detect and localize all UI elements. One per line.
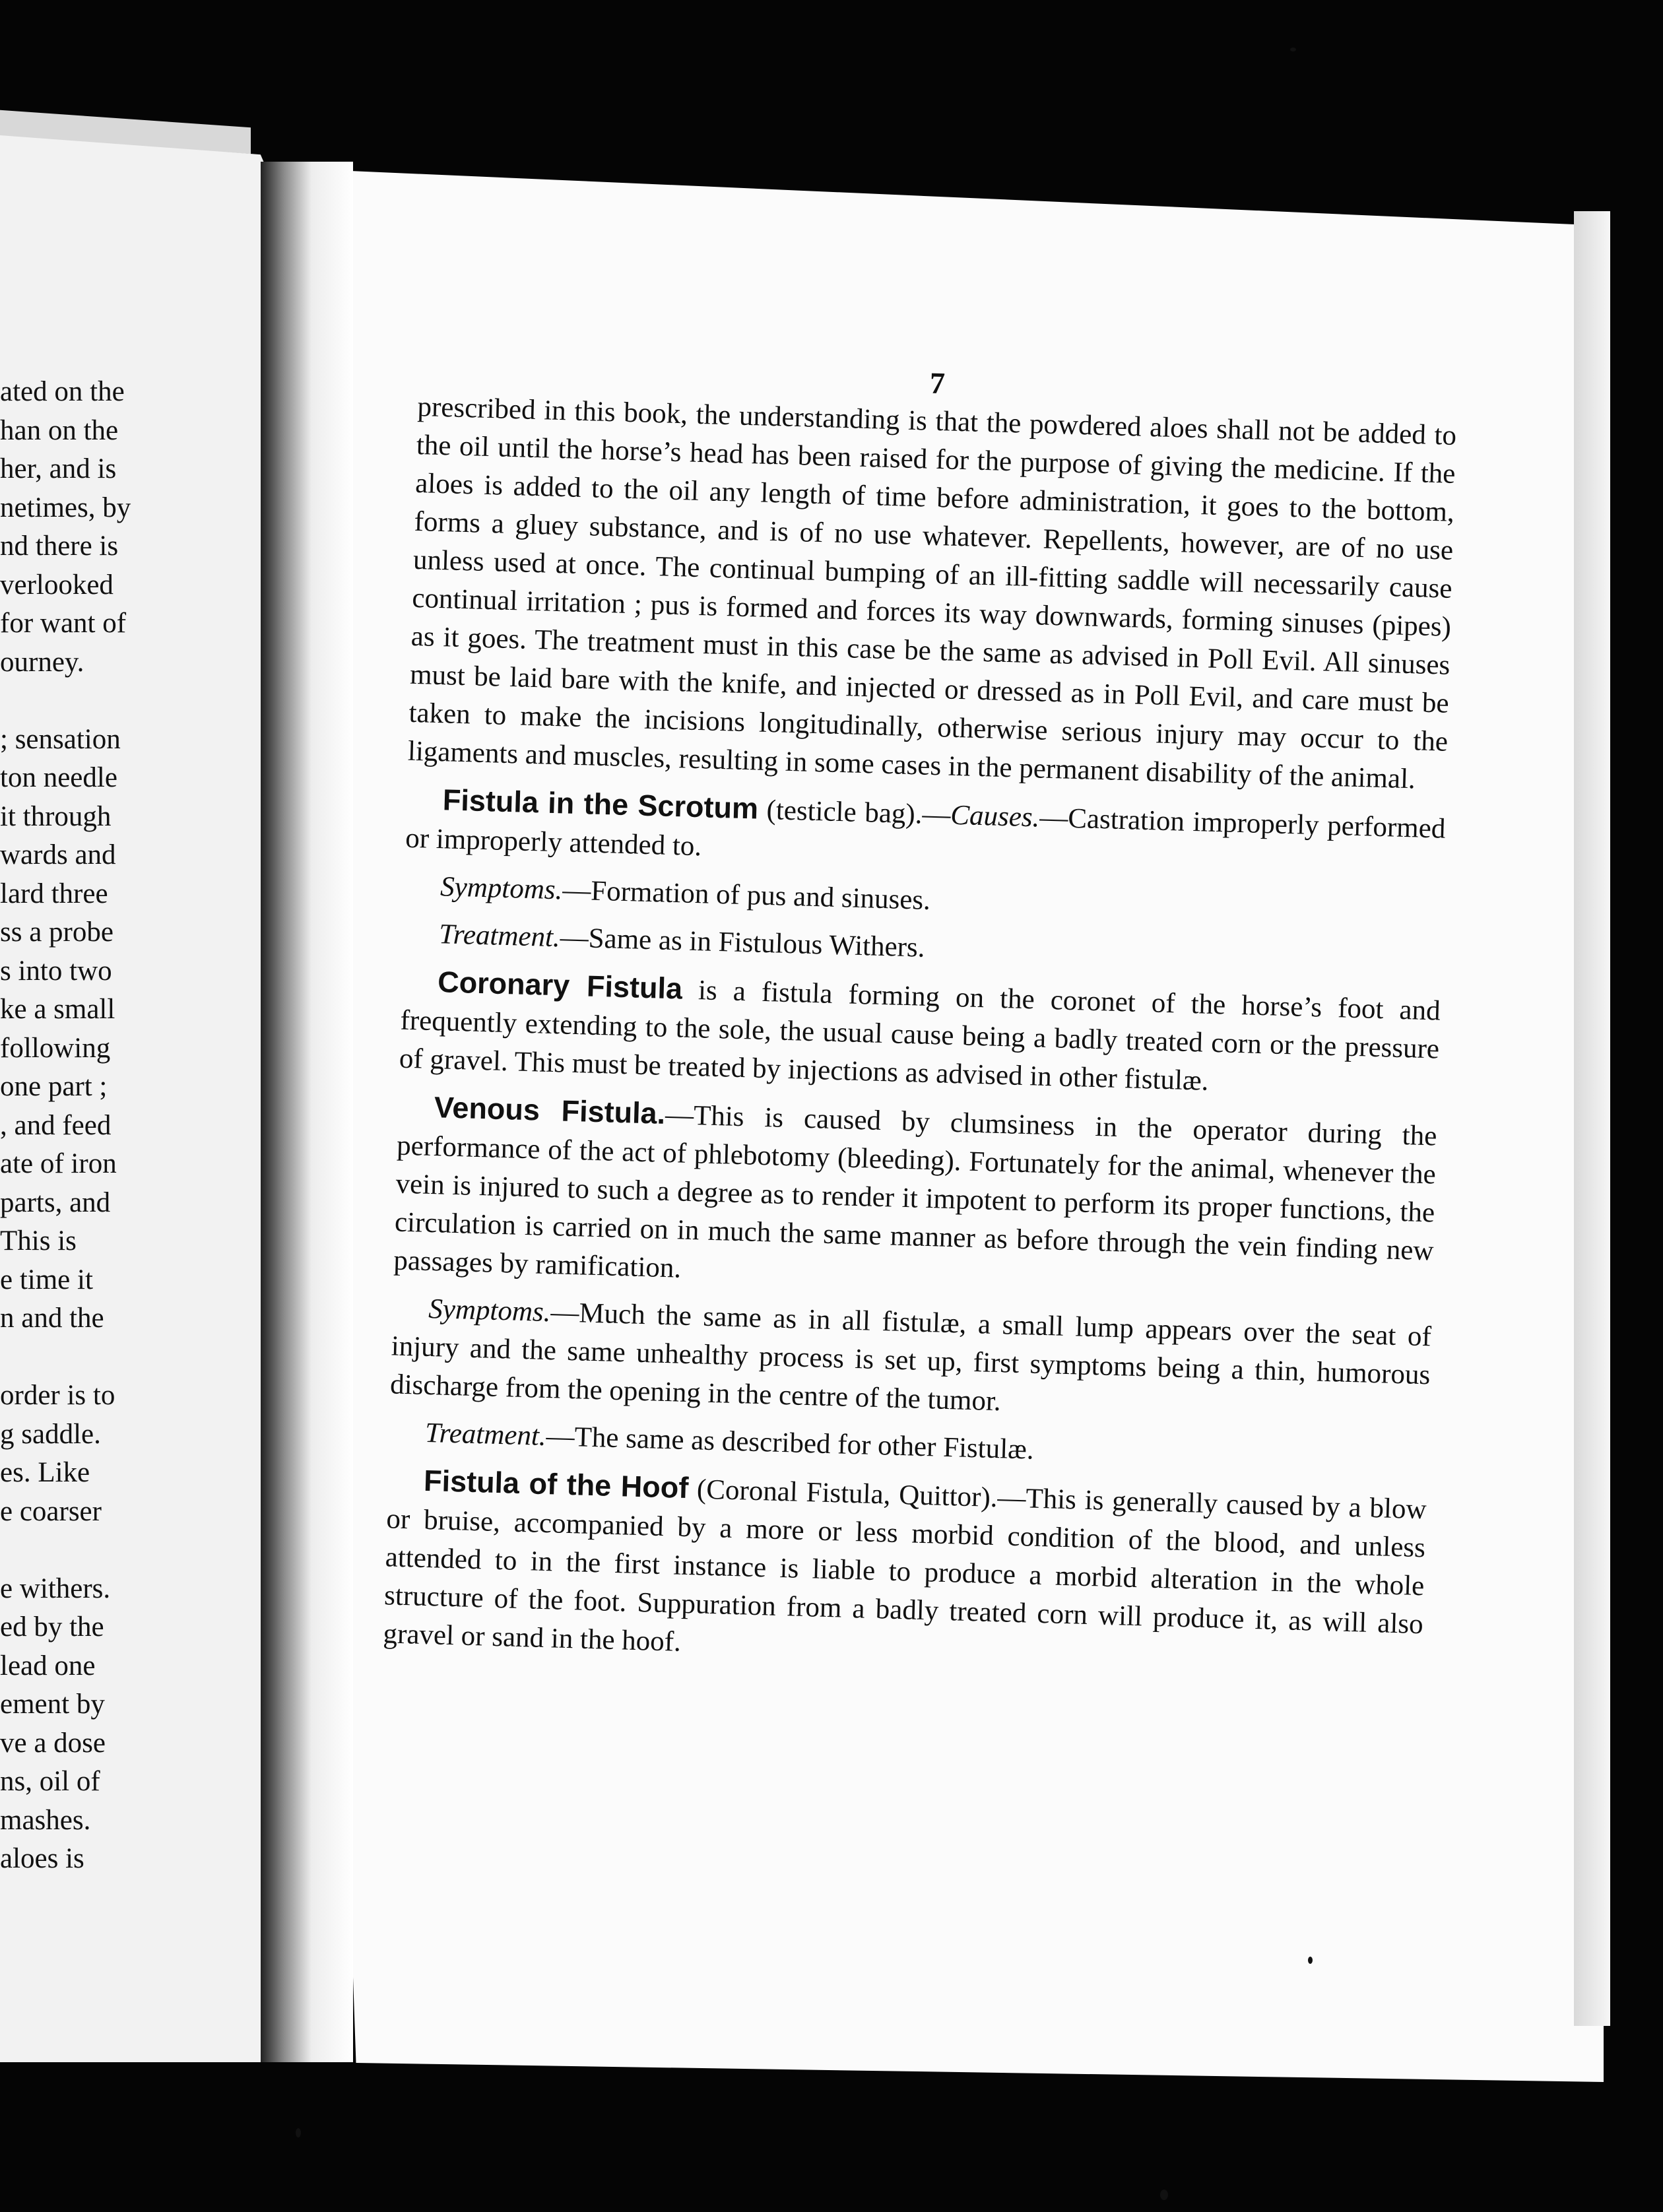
- left-page-line: han on the: [0, 414, 119, 446]
- left-page-line: e withers.: [0, 1573, 111, 1604]
- left-page-line: mashes.: [0, 1804, 91, 1836]
- left-page-line: n and the: [0, 1303, 104, 1334]
- left-page-line: ; sensation: [0, 723, 121, 755]
- paragraph-venous: Venous Fistula.—This is caused by clumsiness in the operator during the performance of the act of phlebotomy (bleeding). Fortunately for the animal, whenever the vein is injured to such a degree as to render it impotent to perform its proper functions, the circulation is carried on in much the same manner as before through the vein finding new passages by ramification.: [393, 1090, 1437, 1284]
- left-page-line: wards and: [0, 839, 116, 870]
- venous-treatment: Treatment.—The same as described for other Fistulæ.: [424, 1417, 1035, 1466]
- left-page-line: aloes is: [0, 1843, 84, 1874]
- left-page-line: order is to: [0, 1380, 115, 1411]
- left-page-line: for want of: [0, 608, 127, 639]
- heading-coronary: Coronary Fistula: [437, 965, 683, 1006]
- left-page-line: ve a dose: [0, 1727, 106, 1759]
- left-page-line: [0, 1531, 139, 1570]
- paragraph-hoof: Fistula of the Hoof (Coronal Fistula, Quittor).—This is generally caused by a blow or bruise, accompanied by a more or less morbid condition of the blood, and unless attended to in the first instance is liable to produce a morbid alteration in the whole structure of the foot. Suppuration from a badly treated corn will produce it, as will also gravel or sand in the hoof.: [382, 1463, 1427, 1658]
- page-text: [383, 350, 1458, 1682]
- paragraph-scrotum: Fistula in the Scrotum (testicle bag).—Causes.—Castration improperly performed or improperly attended to.: [405, 783, 1446, 862]
- left-page-line: following: [0, 1032, 111, 1064]
- left-page-line: es. Like: [0, 1457, 90, 1488]
- dust-speck: [1290, 48, 1296, 51]
- left-page-line: lard three: [0, 878, 108, 909]
- paragraph-withers-continued: prescribed in this book, the understanding is that the powdered aloes shall not be added to the oil until the horse’s head has been raised for the purpose of giving the medicine. If the aloes is added to the oil any length of time before administration, it goes to the bottom, forms a gluey substance, and is of no use whatever. Repellents, however, are of no use unless used at once. The continual bumping of an ill-fitting saddle will necessarily cause continual irritation ; pus is formed and forces its way downwards, forming sinuses (pipes) as it goes. The treatment must in this case be the same as advised in Poll Evil. All sinuses must be laid bare with the knife, and injected or dressed as in Poll Evil, and care must be taken to make the incisions longitudinally, otherwise serious injury may occur to the ligaments and muscles, resulting in some cases in the permanent disability of the animal.: [407, 391, 1457, 795]
- dust-speck: [1308, 1957, 1313, 1964]
- left-page-line: e time it: [0, 1264, 93, 1295]
- left-page-line: [0, 682, 139, 721]
- left-page-text: [0, 373, 139, 1891]
- left-page-line: it through: [0, 800, 112, 832]
- left-page-line: [0, 1338, 139, 1377]
- left-page-line: parts, and: [0, 1187, 111, 1218]
- left-page-line: ourney.: [0, 646, 84, 678]
- left-page-line: ss a probe: [0, 917, 114, 948]
- left-page-line: nd there is: [0, 531, 119, 562]
- heading-scrotum: Fistula in the Scrotum: [442, 783, 759, 826]
- left-page-line: verlooked: [0, 569, 114, 601]
- left-page-line: her, and is: [0, 453, 117, 484]
- page-number: 7: [929, 366, 946, 401]
- left-page-line: netimes, by: [0, 492, 131, 523]
- scrotum-symptoms: Symptoms.—Formation of pus and sinuses.: [440, 871, 931, 916]
- paragraph-coronary: Coronary Fistula is a fistula forming on the coronet of the horse’s foot and frequently extending to the sole, the usual cause being a badly treated corn or the pressure of gravel. This must be treated by injections as advised in other fistulæ.: [399, 965, 1441, 1097]
- left-page-line: ate of iron: [0, 1148, 117, 1179]
- left-page-line: ement by: [0, 1689, 105, 1720]
- left-page-line: ed by the: [0, 1611, 104, 1643]
- left-page-line: ke a small: [0, 994, 115, 1025]
- left-page-line: one part ;: [0, 1071, 108, 1102]
- left-page-line: g saddle.: [0, 1418, 101, 1450]
- heading-venous: Venous Fistula.: [434, 1090, 666, 1130]
- venous-symptoms: Symptoms.—Much the same as in all fistulæ, a small lump appears over the seat of injury and the same unhealthy process is set up, first symptoms being a thin, humorous discharge from the opening in the centre of the tumor.: [389, 1293, 1432, 1417]
- left-page-line: ton needle: [0, 762, 117, 793]
- dust-speck: [296, 2128, 301, 2137]
- left-page-line: ns, oil of: [0, 1766, 100, 1797]
- dust-speck: [1160, 2190, 1168, 2200]
- left-page-line: This is: [0, 1225, 77, 1256]
- right-page-edge: [1574, 211, 1610, 2026]
- heading-hoof: Fistula of the Hoof: [423, 1463, 689, 1505]
- left-page-line: , and feed: [0, 1109, 112, 1141]
- left-page-line: lead one: [0, 1650, 96, 1681]
- scrotum-treatment: Treatment.—Same as in Fistulous Withers.: [438, 919, 926, 963]
- left-page-line: s into two: [0, 955, 112, 987]
- left-page-line: e coarser: [0, 1495, 102, 1527]
- left-page-line: ated on the: [0, 376, 125, 407]
- book-gutter: [261, 162, 353, 2062]
